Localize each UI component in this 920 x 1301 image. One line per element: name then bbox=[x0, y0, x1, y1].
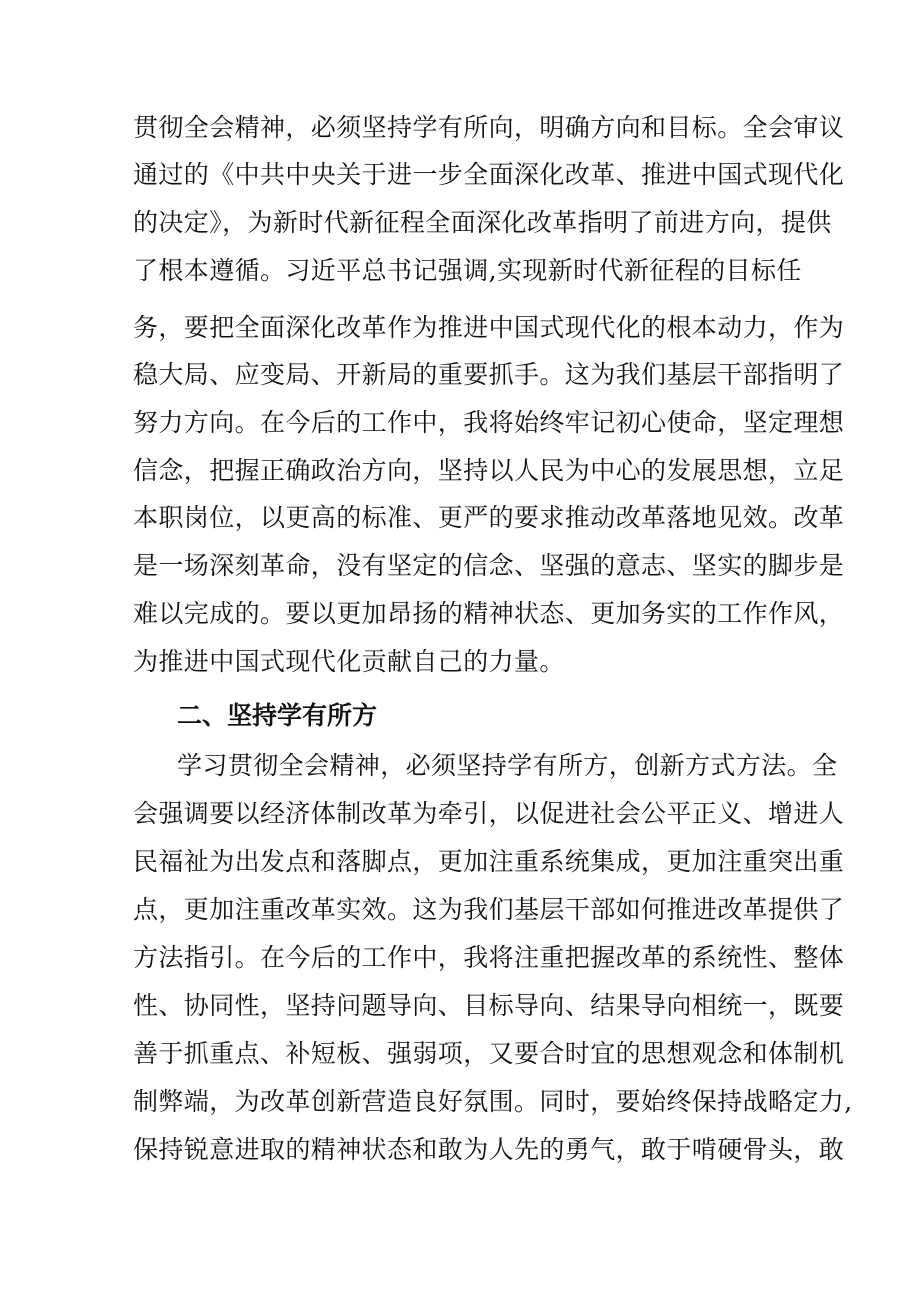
paragraph-2-line-2: 会强调要以经济体制改革为牵引，以促进社会公平正义、增进人 bbox=[133, 799, 845, 828]
paragraph-1-line-2: 通过的《中共中央关于进一步全面深化改革、推进中国式现代化 bbox=[133, 160, 845, 189]
paragraph-1-line-7: 努力方向。在今后的工作中，我将始终牢记初心使命，坚定理想 bbox=[133, 408, 845, 437]
paragraph-1-line-1: 贯彻全会精神，必须坚持学有所向，明确方向和目标。全会审议 bbox=[133, 113, 845, 142]
paragraph-1-line-3: 的决定》，为新时代新征程全面深化改革指明了前进方向，提供 bbox=[133, 208, 832, 237]
paragraph-2-line-7: 善于抓重点、补短板、强弱项，又要合时宜的思想观念和体制机 bbox=[133, 1039, 845, 1068]
paragraph-1-line-4: 了根本遵循。习近平总书记强调,实现新时代新征程的目标任 bbox=[133, 256, 802, 285]
paragraph-1-line-8: 信念，把握正确政治方向，坚持以人民为中心的发展思想，立足 bbox=[133, 456, 845, 485]
paragraph-2-line-6: 性、协同性，坚持问题导向、目标导向、结果导向相统一，既要 bbox=[133, 991, 845, 1020]
paragraph-2-line-4: 点，更加注重改革实效。这为我们基层干部如何推进改革提供了 bbox=[133, 895, 845, 924]
paragraph-2-line-1: 学习贯彻全会精神，必须坚持学有所方，创新方式方法。全 bbox=[177, 751, 838, 780]
paragraph-1-line-11: 难以完成的。要以更加昂扬的精神状态、更加务实的工作作风， bbox=[133, 599, 845, 628]
paragraph-1-line-12: 为推进中国式现代化贡献自己的力量。 bbox=[133, 647, 565, 676]
paragraph-1-line-5: 务，要把全面深化改革作为推进中国式现代化的根本动力，作为 bbox=[133, 313, 845, 342]
section-heading: 二、坚持学有所方 bbox=[177, 701, 378, 730]
paragraph-1-line-10: 是一场深刻革命，没有坚定的信念、坚强的意志、坚实的脚步是 bbox=[133, 551, 845, 580]
paragraph-2-line-8: 制弊端，为改革创新营造良好氛围。同时，要始终保持战略定力, bbox=[133, 1087, 853, 1116]
paragraph-2-line-9: 保持锐意进取的精神状态和敢为人先的勇气，敢于啃硬骨头，敢 bbox=[133, 1135, 845, 1164]
paragraph-2-line-5: 方法指引。在今后的工作中，我将注重把握改革的系统性、整体 bbox=[133, 943, 845, 972]
paragraph-1-line-9: 本职岗位，以更高的标准、更严的要求推动改革落地见效。改革 bbox=[133, 503, 845, 532]
paragraph-1-line-6: 稳大局、应变局、开新局的重要抓手。这为我们基层干部指明了 bbox=[133, 360, 845, 389]
paragraph-2-line-3: 民福祉为出发点和落脚点，更加注重系统集成，更加注重突出重 bbox=[133, 847, 845, 876]
